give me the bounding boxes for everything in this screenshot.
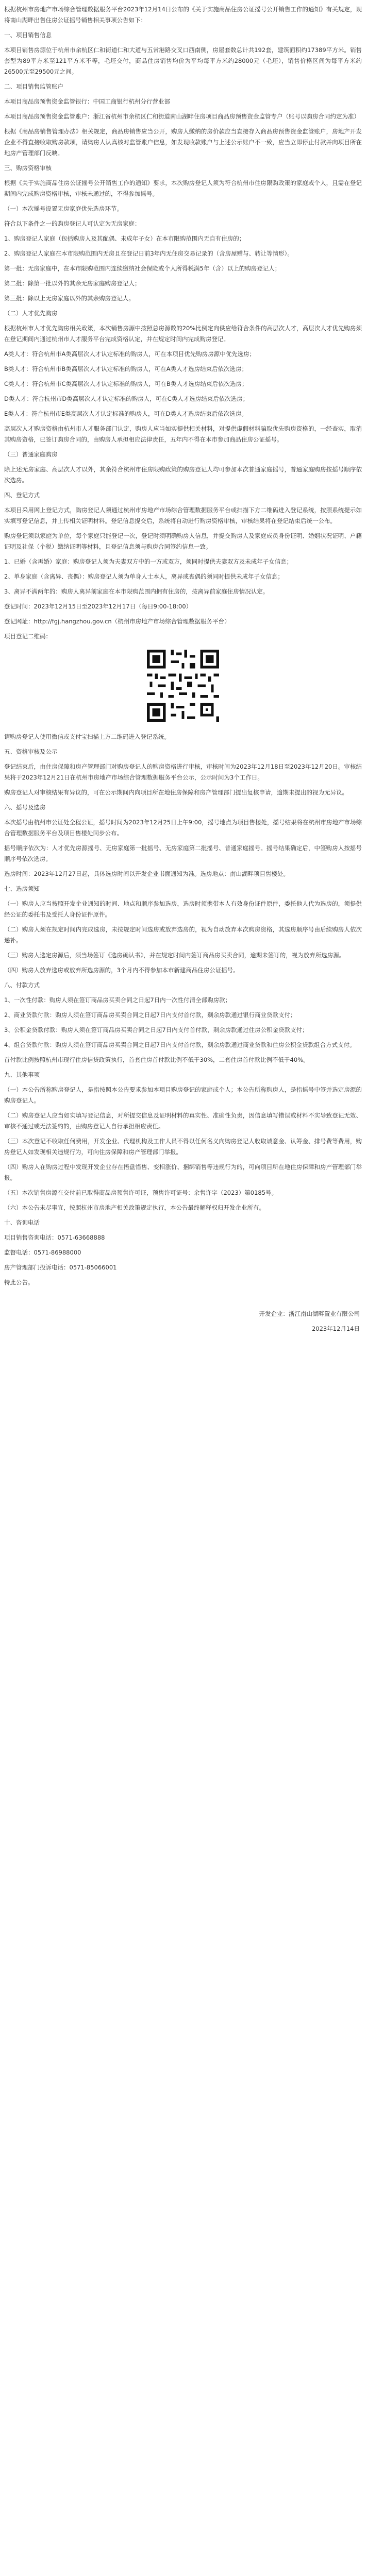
notice-body bbox=[4, 4, 362, 1338]
paragraph: 2、商业贷款付款：购房人须在签订商品房买卖合同之日起7日内支付首付款，剩余房款通过银行商业贷款支付； bbox=[4, 1011, 296, 1019]
paragraph: （一）购房人应当按照开发企业通知的时间、地点和顺序参加选房，选房时须携带本人有效身份证件原件，委托他人代为选房的，须提供经公证的委托书及受托人身份证件原件。 bbox=[4, 900, 362, 918]
paragraph: （二）购房登记人应当如实填写登记信息，对所提交信息及证明材料的真实性、准确性负责，因信息填写错误或材料不实导致登记无效、审核不通过或无法签约的，由购房登记人自行承担相应责任。 bbox=[4, 1112, 362, 1130]
paragraph: （五）本次销售房源在交付前已取得商品房预售许可证，预售许可证号：余售许字（2023）第0185号。 bbox=[4, 1189, 278, 1196]
paragraph: 本次摇号由杭州市公证处全程公证，摇号时间为2023年12月25日上午9:00，摇号地点为项目售楼处，摇号结果将在杭州市房地产市场综合管理数据服务平台及项目售楼处同步公布。 bbox=[4, 819, 362, 837]
paragraph: （三）购房人选定房源后，须当场签订《选房确认书》，并在规定时间内签订商品房买卖合同，逾期未签订的，视为放弃所选房源。 bbox=[4, 952, 345, 959]
qr-code-icon[interactable] bbox=[144, 647, 222, 724]
paragraph: 监督电话：0571-86988000 bbox=[4, 1249, 81, 1256]
paragraph: 根据《商品房销售管理办法》相关规定，商品房销售应当公开，购房人缴纳的房价款应当直接存入商品房预售资金监管账户，房地产开发企业不得直接收取购房款项，请购房人认真核对监管账户信息，如发现收款账户与上述公示账户不一致，应当立即停止付款并向项目所在地房产管理部门反映。 bbox=[4, 128, 362, 157]
section-heading: 二、项目销售监管账户 bbox=[4, 83, 63, 90]
section-heading: 八、付款方式 bbox=[4, 981, 40, 989]
paragraph: （二）购房人须在规定时间内完成选房，未按规定时间选房或放弃选房的，视为自动放弃本次购房资格，其选房顺序号由后续购房人依次递补。 bbox=[4, 926, 362, 944]
paragraph: 选房时间：2023年12月27日起，具体选房时间以开发企业书面通知为准。选房地点：南山湖畔项目售楼处。 bbox=[4, 870, 290, 877]
paragraph: （三）本次登记不收取任何费用，开发企业、代理机构及工作人员不得以任何名义向购房登记人收取诚意金、认筹金、排号费等费用，购房登记人如发现相关违规行为，可向住房保障和房产管理部门举报。 bbox=[4, 1138, 362, 1156]
paragraph: 2、购房登记人家庭在本市限购范围内无房且在登记日前3年内无住房交易记录的（含房屋赠与、转让等情形）。 bbox=[4, 250, 293, 257]
paragraph: D类人才：符合杭州市D类高层次人才认定标准的购房人，可在C类人才选房结束后依次选房； bbox=[4, 395, 249, 402]
paragraph: 2、单身家庭（含离异、丧偶）：购房登记人须为单身人士本人，离异或丧偶的须同时提供未成年子女信息； bbox=[4, 573, 284, 580]
paragraph: 根据杭州市房地产市场综合管理数据服务平台2023年12月14日公布的《关于实施商品住房公证摇号公开销售工作的通知》有关规定，现将南山湖畔出售住房公证摇号销售相关事项公告如下： bbox=[4, 6, 362, 24]
paragraph: 登记网址：http://fgj.hangzhou.gov.cn（杭州市房地产市场综合管理数据服务平台） bbox=[4, 618, 230, 625]
paragraph: 本项目商品房预售资金监管银行：中国工商银行杭州分行营业部 bbox=[4, 98, 170, 105]
paragraph: 1、已婚（含再婚）家庭：购房登记人须为夫妻双方中的一方或双方，须同时提供夫妻双方及未成年子女信息； bbox=[4, 558, 293, 565]
paragraph: B类人才：符合杭州市B类高层次人才认定标准的购房人，可在A类人才选房结束后依次选房； bbox=[4, 365, 248, 372]
paragraph: （一）本次摇号设置无房家庭优先选房环节。 bbox=[4, 205, 123, 212]
paragraph: 符合以下条件之一的购房登记人可认定为无房家庭： bbox=[4, 220, 141, 227]
paragraph: 本项目销售房源位于杭州市余杭区仁和街道仁和大道与五常港路交叉口西南侧，房屋套数总计共192套，建筑面积约17389平方米。销售套型为89平方米至121平方米不等，毛坯交付，商品住房销售均价为平均每平方米约28000元（毛坯），销售价格区间为每平方米约26500元至29500元之间。 bbox=[4, 46, 362, 75]
developer-signature: 开发企业：浙江南山湖畔置业有限公司 bbox=[259, 1310, 360, 1317]
section-heading: 九、其他事项 bbox=[4, 1071, 40, 1078]
paragraph: 3、公积金贷款付款：购房人须在签订商品房买卖合同之日起7日内支付首付款，剩余房款通过住房公积金贷款支付； bbox=[4, 1026, 308, 1033]
paragraph: （二）人才优先购房 bbox=[4, 310, 58, 317]
paragraph: 除上述无房家庭、高层次人才以外，其余符合杭州市住房限购政策的购房登记人均可参加本次普通家庭摇号，普通家庭购房按摇号顺序依次选房。 bbox=[4, 466, 362, 484]
paragraph: 第一批：无房家庭中，在本市限购范围内连续缴纳社会保险或个人所得税满5年（含）以上的购房登记人； bbox=[4, 265, 281, 272]
section-heading: 五、资格审核及公示 bbox=[4, 748, 58, 755]
paragraph: 高层次人才购房资格由杭州市人才服务部门认定，购房人应当如实提供相关材料，对提供虚假材料骗取优先购房资格的，一经查实，取消其购房资格，已签订购房合同的，由购房人承担相应法律责任，五年内不得在本市参加商品住房公证摇号。 bbox=[4, 425, 362, 443]
paragraph: （四）购房人在购房过程中发现开发企业存在捂盘惜售、变相涨价、捆绑销售等违规行为的，可向项目所在地住房保障和房产管理部门举报。 bbox=[4, 1163, 362, 1181]
paragraph: 房产管理部门投诉电话：0571-85066001 bbox=[4, 1264, 117, 1271]
paragraph: 第三批：除以上无房家庭以外的其余购房登记人。 bbox=[4, 295, 135, 302]
paragraph: 首付款比例按照杭州市现行住房信贷政策执行，首套住房首付款比例不低于30%，二套住房首付款比例不低于40%。 bbox=[4, 1056, 309, 1063]
section-heading: 三、购房资格审核 bbox=[4, 164, 52, 172]
paragraph: （三）普通家庭购房 bbox=[4, 451, 58, 458]
paragraph: 购房登记须以家庭为单位，每个家庭只能登记一次，登记时须明确购房人信息，并提交购房人及家庭成员身份证明、婚姻状况证明、户籍证明及社保（个税）缴纳证明等材料，且登记信息须与购房合同签约信息一致。 bbox=[4, 532, 362, 550]
paragraph: 请购房登记人使用微信或支付宝扫描上方二维码进入登记系统。 bbox=[4, 733, 170, 740]
paragraph: 项目登记二维码： bbox=[4, 633, 52, 640]
section-heading: 四、登记方式 bbox=[4, 492, 40, 499]
paragraph: 第二批：除第一批以外的其余无房家庭购房登记人； bbox=[4, 280, 141, 287]
paragraph: E类人才：符合杭州市E类高层次人才认定标准的购房人，可在D类人才选房结束后依次选房。 bbox=[4, 410, 247, 417]
paragraph: 摇号顺序依次为：人才优先房源摇号、无房家庭第一批摇号、无房家庭第二批摇号、普通家庭摇号。摇号结果确定后，中签购房人按摇号顺序号依次选房。 bbox=[4, 844, 362, 862]
paragraph: 根据杭州市人才优先购房相关政策，本次销售房源中按照总房源数的20%比例定向供应给符合条件的高层次人才，高层次人才优先购房须在登记期间内通过杭州市人才服务平台完成资格认定，并在规定时间内完成购房登记。 bbox=[4, 325, 362, 343]
paragraph: 购房登记人对审核结果有异议的，可在公示期间内向项目所在地住房保障和房产管理部门提出复核申请，逾期未提出的视为无异议。 bbox=[4, 789, 348, 796]
spacer bbox=[4, 1292, 362, 1304]
paragraph: （四）购房人放弃选房或放弃所选房源的，3个月内不得参加本市新建商品住房公证摇号。 bbox=[4, 967, 239, 974]
paragraph: C类人才：符合杭州市C类高层次人才认定标准的购房人，可在B类人才选房结束后依次选房； bbox=[4, 380, 248, 387]
paragraph: 登记时间：2023年12月15日至2023年12月17日（每日9:00-18:00） bbox=[4, 603, 192, 610]
paragraph: 特此公告。 bbox=[4, 1279, 34, 1286]
notice-date: 2023年12月14日 bbox=[311, 1325, 360, 1332]
paragraph: 登记结束后，由住房保障和房产管理部门对购房登记人的购房资格进行审核，审核时间为2023年12月18日至2023年12月20日。审核结果将于2023年12月21日在杭州市房地产市场综合管理数据服务平台公示，公示时间为3个工作日。 bbox=[4, 763, 362, 781]
section-heading: 十、咨询电话 bbox=[4, 1219, 40, 1226]
paragraph: 3、离异不满两年的：购房人离异前家庭在本市限购范围内拥有住房的，按离异前家庭住房情况认定。 bbox=[4, 588, 269, 595]
paragraph: 本项目采用网上登记方式，购房登记人须通过杭州市房地产市场综合管理数据服务平台或扫描下方二维码进入登记系统，按照系统提示如实填写登记信息，并上传相关证明材料。登记信息提交后，系统将自动进行购房资格审核，审核结果将在登记结束后统一公布。 bbox=[4, 506, 362, 524]
paragraph: 根据《关于实施商品住房公证摇号公开销售工作的通知》要求，本次购房登记人须为符合杭州市住房限购政策的家庭或个人，且需在登记期间内完成购房资格审核，审核未通过的，不得参加摇号。 bbox=[4, 179, 362, 197]
paragraph: 1、购房登记人家庭（包括购房人及其配偶、未成年子女）在本市限购范围内无自有住房的； bbox=[4, 235, 245, 242]
paragraph: 1、一次性付款：购房人须在签订商品房买卖合同之日起7日内一次性付清全部购房款； bbox=[4, 996, 231, 1004]
section-heading: 一、项目销售信息 bbox=[4, 31, 52, 39]
paragraph: （一）本公告所称购房登记人，是指按照本公告要求参加本项目购房登记的家庭或个人；本公告所称购房人，是指摇号中签并选定房源的购房登记人。 bbox=[4, 1086, 362, 1104]
paragraph: A类人才：符合杭州市A类高层次人才认定标准的购房人，可在本项目优先购房房源中优先选房； bbox=[4, 350, 256, 358]
paragraph: 项目销售咨询电话：0571-63668888 bbox=[4, 1234, 105, 1241]
section-heading: 七、选房须知 bbox=[4, 885, 40, 892]
paragraph: 本项目商品房预售资金监管账户：浙江省杭州市余杭区仁和街道南山湖畔住房项目商品房预售资金监管专户（账号以购房合同约定为准） bbox=[4, 113, 360, 120]
paragraph: （六）本公告未尽事宜，按照杭州市房地产相关政策规定执行，本公告最终解释权归开发企业所有。 bbox=[4, 1204, 265, 1211]
section-heading: 六、摇号及选房 bbox=[4, 804, 46, 811]
paragraph: 4、组合贷款付款：购房人须在签订商品房买卖合同之日起7日内支付首付款，剩余房款通过商业贷款和住房公积金贷款组合方式支付。 bbox=[4, 1041, 356, 1048]
